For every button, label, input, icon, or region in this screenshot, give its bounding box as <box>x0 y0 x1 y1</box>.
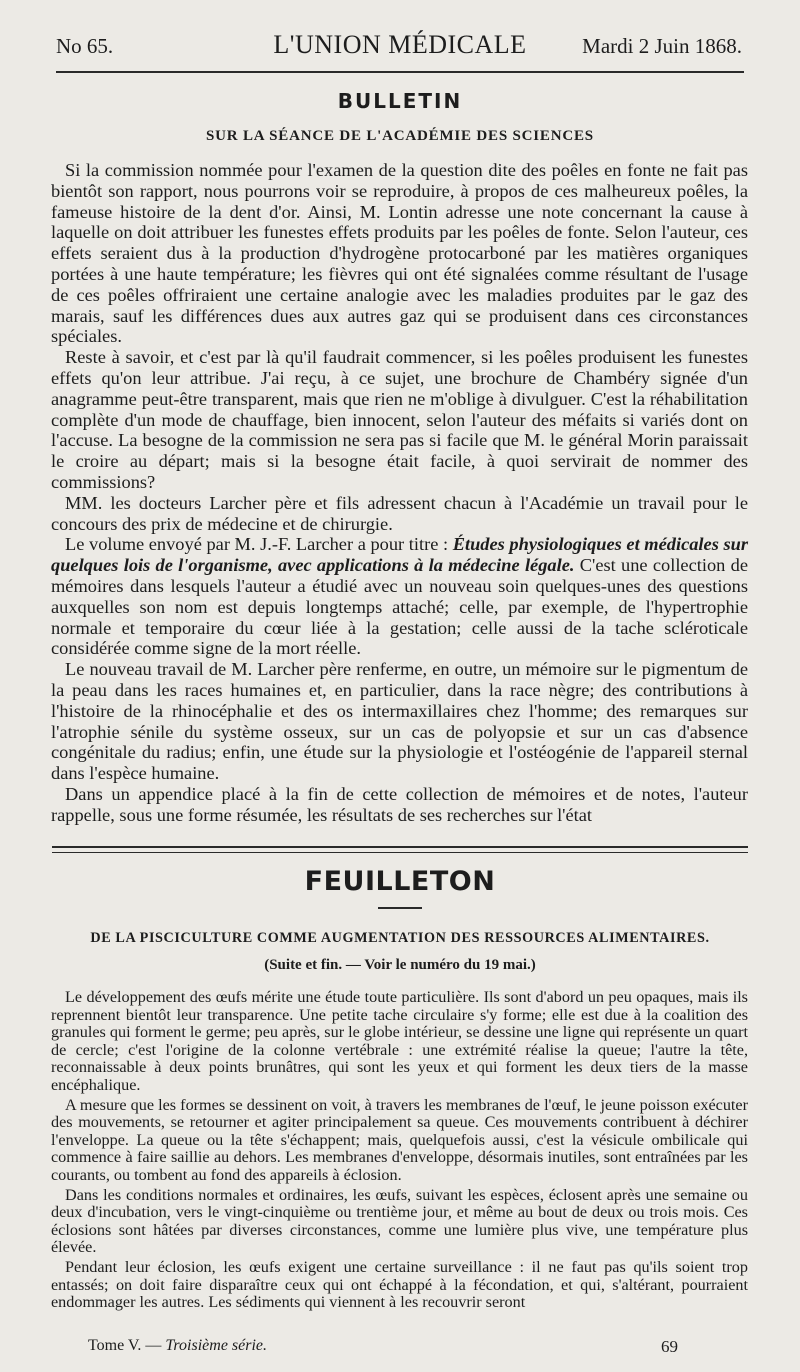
bulletin-paragraph <box>51 534 748 659</box>
bulletin-title: BULLETIN <box>337 89 463 113</box>
book-title: Études physiologiques et médicales sur quelques lois de l'organisme, avec applications à la médecine légale. <box>51 534 748 576</box>
section-rule <box>52 846 748 848</box>
volume-label: Tome V. — <box>88 1337 166 1354</box>
paragraph-text: C'est une collection de mémoires dans lesquels l'auteur a étudié avec un nouveau soin quelques-unes des questions auxquelles son nom est depuis longtemps attaché; celle, par exemple, de l'hypertrophie normale et temporaire du cœur liée à la gestation; celle aussi de la tache scléroticale considérée comme signe de la mort réelle. <box>51 555 748 659</box>
issue-number: No 65. <box>56 34 114 58</box>
feuilleton-paragraph: Dans les conditions normales et ordinaires, les œufs, suivant les espèces, éclosent après une semaine ou deux d'incubation, vers le vingt-cinquième ou trentième jour, et même au bout de deux ou trois mois. Ces éclosions sont hâtées par diverses circonstances, comme une lumière plus vive, une température plus élevée. <box>51 1185 748 1257</box>
section-rule <box>52 852 748 853</box>
bulletin-paragraph: Reste à savoir, et c'est par là qu'il faudrait commencer, si les poêles produisent les funestes effets qu'on leur attribue. J'ai reçu, à ce sujet, une brochure de Chambéry signée d'un anagramme peut-être transparent, mais que rien ne m'oblige à divulguer. C'est la réhabilitation complète d'un mode de chauffage, bien innocent, selon l'auteur des méfaits si variés dont on l'accuse. La besogne de la commission ne sera pas si facile que M. le général Morin paraissait le croire au départ; mais si la besogne était facile, à quoi servirait de nommer des commissions? <box>51 347 748 492</box>
journal-title: L'UNION MÉDICALE <box>273 30 527 59</box>
volume-footer <box>88 1337 267 1355</box>
header-rule <box>56 71 744 73</box>
bulletin-subtitle: SUR LA SÉANCE DE L'ACADÉMIE DES SCIENCES <box>206 128 594 144</box>
feuilleton-subheading: (Suite et fin. — Voir le numéro du 19 mai.) <box>264 957 536 973</box>
feuilleton-heading: DE LA PISCICULTURE COMME AUGMENTATION DES RESSOURCES ALIMENTAIRES. <box>90 930 710 946</box>
title-underline <box>378 907 422 909</box>
bulletin-body <box>51 160 748 826</box>
bulletin-paragraph: Dans un appendice placé à la fin de cette collection de mémoires et de notes, l'auteur rappelle, sous une forme résumée, les résultats de ses recherches sur l'état <box>51 783 748 825</box>
feuilleton-paragraph: A mesure que les formes se dessinent on voit, à travers les membranes de l'œuf, le jeune poisson exécuter des mouvements, se retourner et agiter principalement sa queue. Ces mouvements contribuent à déchirer l'enveloppe. La queue ou la tête s'échappent; mais, quelquefois aussi, c'est la vésicule ombilicale qui commence à faire saillie au dehors. Les membranes d'enveloppe, désormais inutiles, sont entraînées par les courants, ou tombent au fond des appareils à éclosion. <box>51 1095 748 1184</box>
feuilleton-paragraph: Le développement des œufs mérite une étude toute particulière. Ils sont d'abord un peu opaques, mais ils reprennent bientôt leur transparence. Une petite tache circulaire s'y forme; elle est due à la coalition des granules qui forment le germe; peu après, sur le globe intérieur, se dessine une ligne qui représente un quart de cercle; c'est l'origine de la colonne vertébrale : une extrémité réalise la queue; l'autre la tête, reconnaissable à deux points brunâtres, qui sont les yeux et qui forment les deux tiers de la masse encéphalique. <box>51 988 748 1094</box>
bulletin-paragraph: Si la commission nommée pour l'examen de la question dite des poêles en fonte ne fait pas bientôt son rapport, nous pourrons voir se reproduire, à propos de ces malheureux poêles, la fameuse histoire de la dent d'or. Ainsi, M. Lontin adresse une note concernant la cause à laquelle on doit attribuer les funestes effets produits par les poêles de fonte. Selon l'auteur, ces effets seraient dus à la production d'hydrogène protocarboné par les matières organiques portées à une haute température; les fièvres qui ont été signalées comme résultant de l'usage de ces poêles offriraient une certaine analogie avec les maladies produites par le gaz des marais, sauf les différences dues aux autres gaz qui se produisent dans ces circonstances spéciales. <box>51 160 748 347</box>
page-number: 69 <box>661 1337 678 1356</box>
feuilleton-paragraph: Pendant leur éclosion, les œufs exigent une certaine surveillance : il ne faut pas qu'ils soient trop entassés; on doit faire disparaître ceux qui ont échappé à la fécondation, et qui, s'altérant, pourraient endommager les autres. Les sédiments qui viennent à les recouvrir seront <box>51 1257 748 1312</box>
running-head <box>52 30 748 66</box>
bulletin-paragraph: Le nouveau travail de M. Larcher père renferme, en outre, un mémoire sur le pigmentum de la peau dans les races humaines et, en particulier, dans la race nègre; des contributions à l'histoire de la rhinocéphalie et des os intermaxillaires chez l'homme; des remarques sur l'atrophie sénile du système osseux, sur un cas de polyopsie et sur un cas d'absence congénitale du radius; enfin, une étude sur la physiologie et l'ostéogénie de l'appareil sternal dans l'espèce humaine. <box>51 659 748 784</box>
feuilleton-title: FEUILLETON <box>304 866 496 897</box>
issue-date: Mardi 2 Juin 1868. <box>582 34 742 58</box>
paragraph-text: Le volume envoyé par M. J.-F. Larcher a pour titre : <box>65 534 453 555</box>
bulletin-paragraph: MM. les docteurs Larcher père et fils adressent chacun à l'Académie un travail pour le concours des prix de médecine et de chirurgie. <box>51 492 748 534</box>
series-label: Troisième série. <box>165 1337 268 1354</box>
feuilleton-body <box>51 989 748 1314</box>
